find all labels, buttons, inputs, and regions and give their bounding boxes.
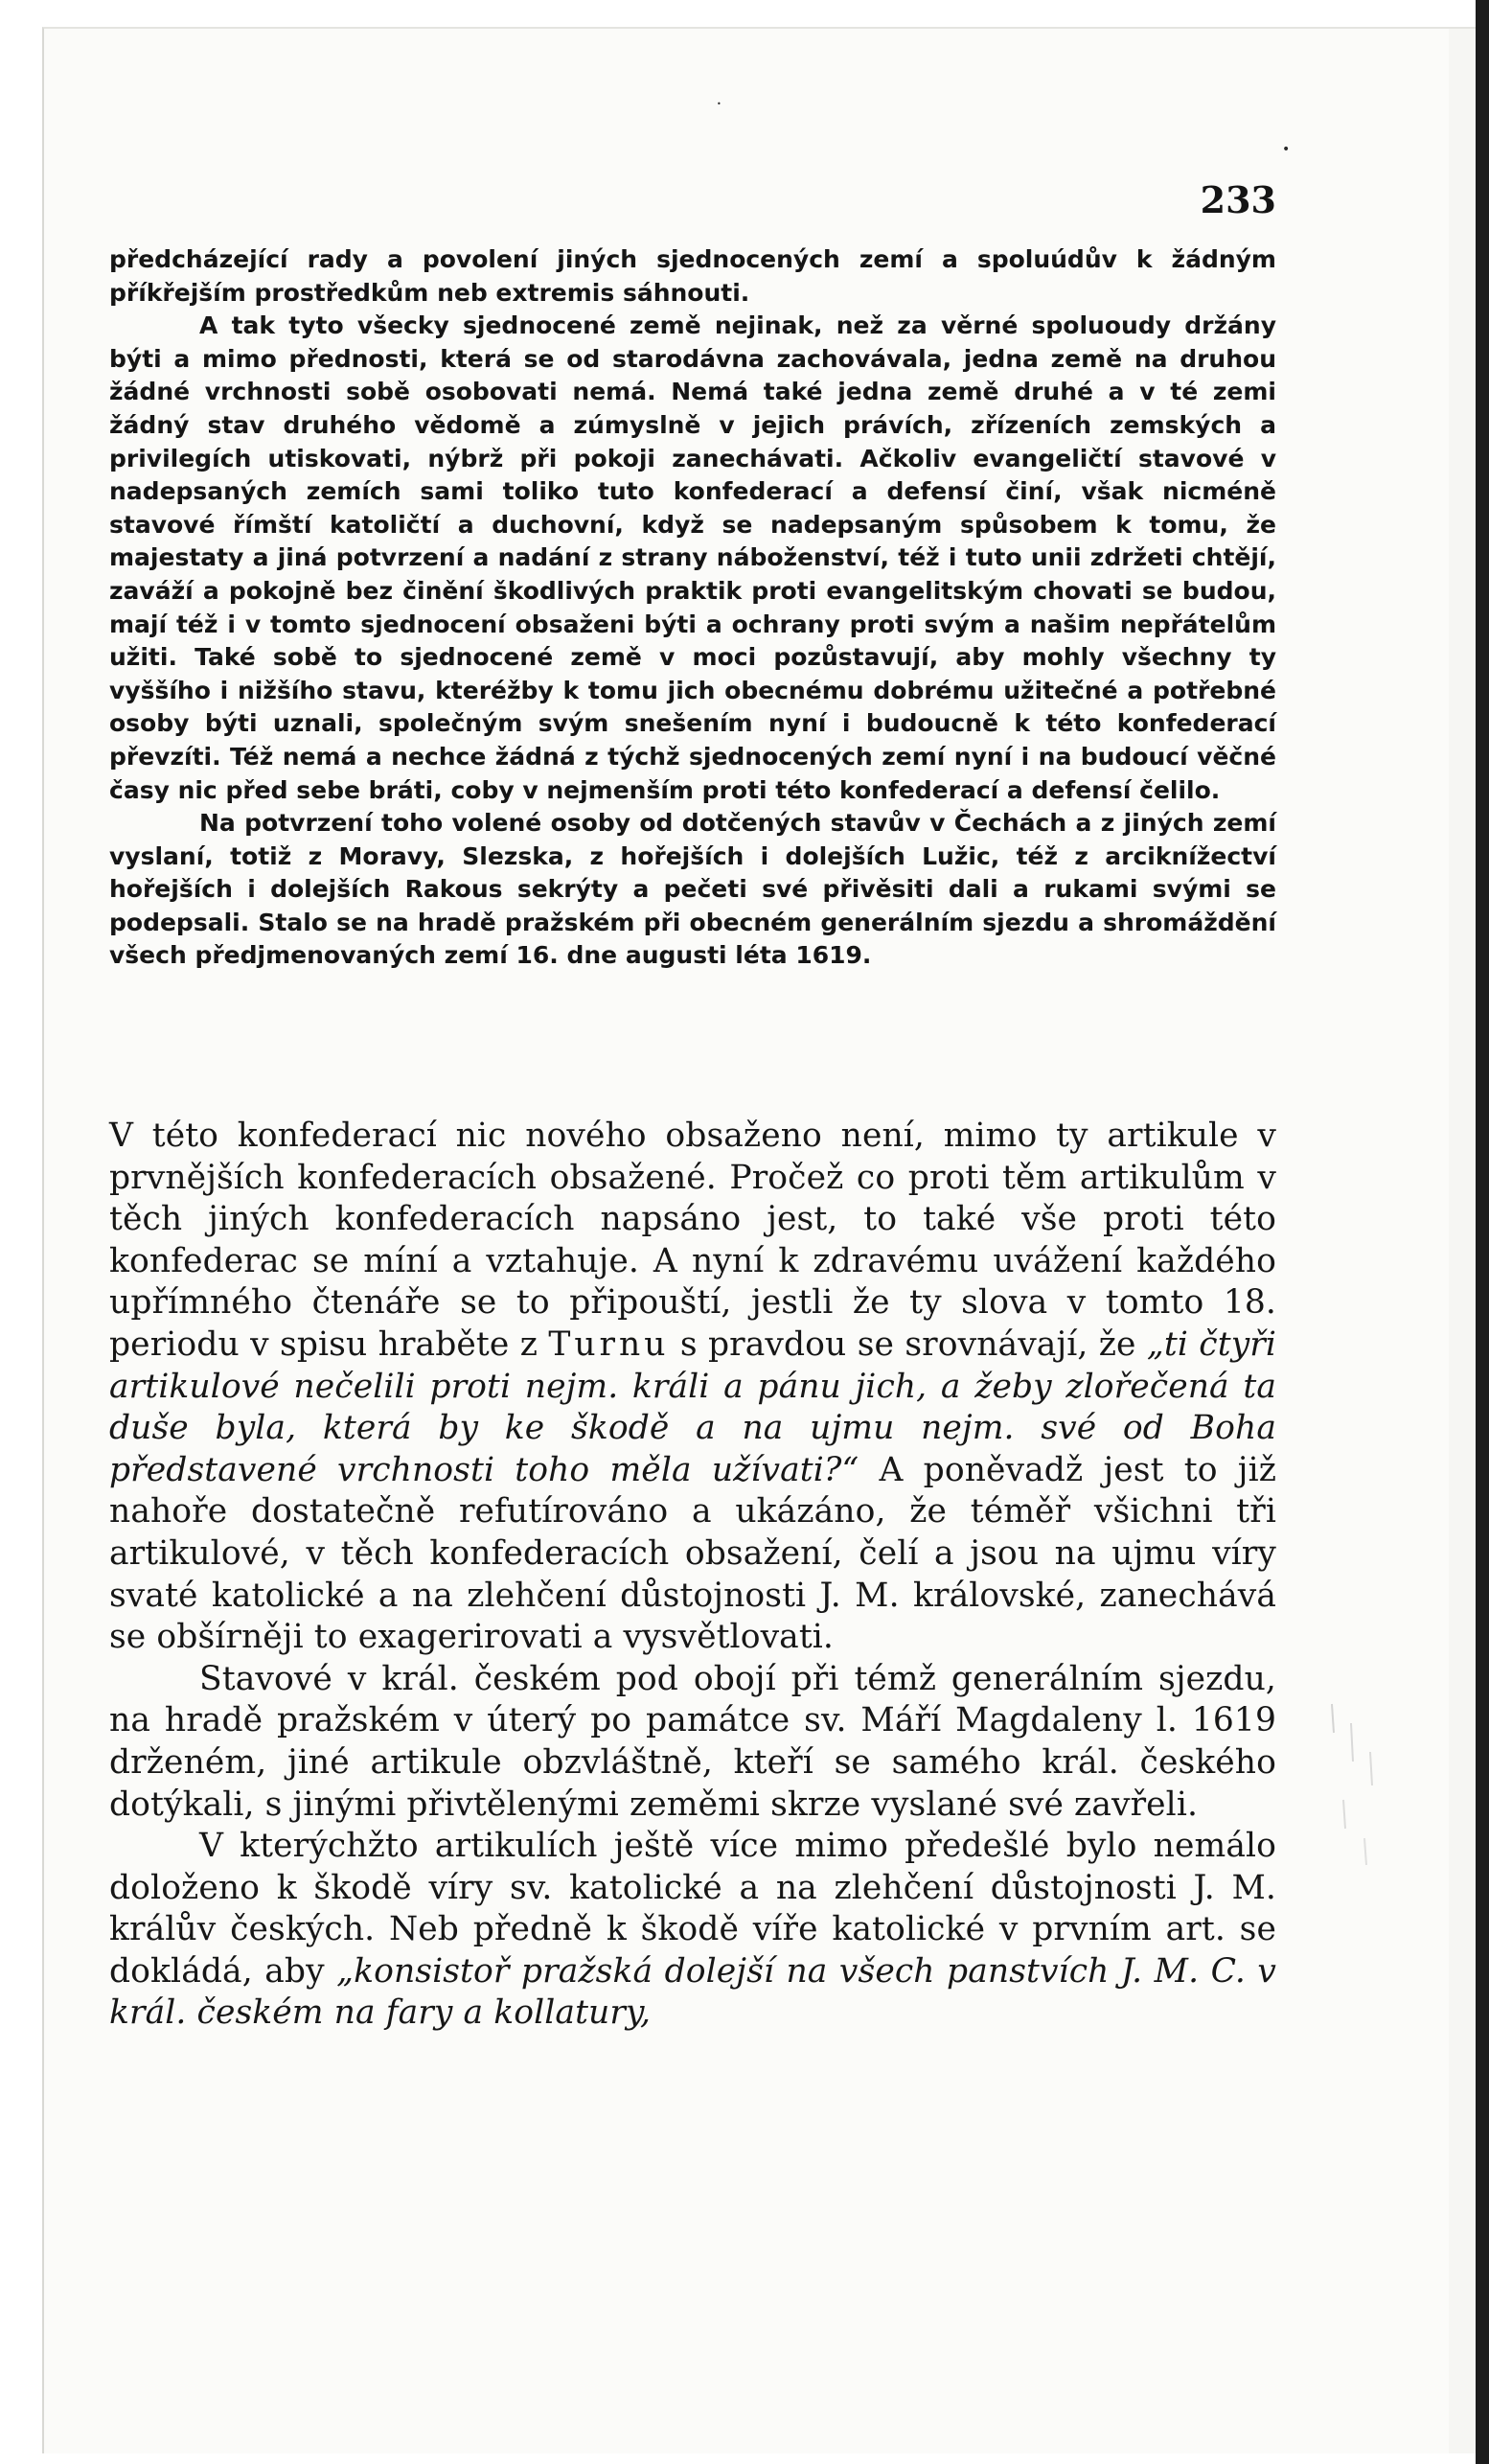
- italic-quotation: „konsistoř pražská dolejší na všech panstvích J. M. C. v král. českém na fary a kollatury,: [109, 1951, 1276, 2033]
- quoted-paragraph: A tak tyto všecky sjednocené země nejinak, než za věrné spoluoudy držány býti a mimo přednosti, která se od starodávna zachovávala, jedna země na druhou žádné vrchnosti sobě osobovati nemá. Nemá také jedna země druhé a v té zemi žádný stav druhého vědomě a zúmyslně v jejich právích, zřízeních zemských a privilegích utiskovati, nýbrž při pokoji zanechávati. Ačkoliv evangeličtí stavové v nadepsaných zemích sami toliko tuto konfederací a defensí činí, však nicméně stavové římští katoličtí a duchovní, když se nadepsaným spůsobem k tomu, že majestaty a jiná potvrzení a nadání z strany náboženství, též i tuto unii zdržeti chtějí, zaváží a pokojně bez činění škodlivých praktik proti evangelitským chovati se budou, mají též i v tomto sjednocení obsaženi býti a ochrany proti svým a našim nepřátelům užiti. Také sobě to sjednocené země v moci pozůstavují, aby mohly všechny ty vyššího i nižšího stavu, kteréžby k tomu jich obecnému dobrému užitečné a potřebné osoby býti uznali, společným svým snešením nyní i budoucně k této konfederací převzíti. Též nemá a nechce žádná z týchž sjednocených zemí nyní i na budoucí věčné časy nic před sebe bráti, coby v nejmenším proti této konfederací a defensí čelilo.: [109, 311, 1276, 804]
- italic-quotation: „ti čtyři artikulové nečelili proti nejm. králi a pánu jich, a žeby zlořečená ta duše byla, která by ke škodě a na ujmu nejm. své od Boha představené vrchnosti toho měla užívati?“: [109, 1324, 1277, 1489]
- margin-bleed-through: [1322, 1694, 1399, 1886]
- page-number: 233: [1200, 178, 1276, 221]
- text-run: s pravdou se srovnávají, že: [669, 1324, 1147, 1364]
- page-edge-shadow: [1476, 0, 1489, 2464]
- commentary-paragraph: [109, 1826, 1276, 2035]
- spaced-name: Turnu: [548, 1324, 670, 1364]
- quoted-document-text: [109, 243, 1276, 973]
- commentary-paragraph: [109, 1116, 1276, 1659]
- text-run: V této konfederací nic nového obsaženo není, mimo ty artikule v prvnějších konfederacích obsažené. Pročež co proti těm artikulům v těch jiných konfederacích napsáno jest, to také vše proti této konfederac se míní a vztahuje. A nyní k zdravému uvážení každého upřímného čtenáře se to připouští, jestli že ty slova v tomto 18. periodu v spisu hraběte z: [109, 1117, 1276, 1364]
- quoted-paragraph: Na potvrzení toho volené osoby od dotčených stavův v Čechách a z jiných zemí vyslaní, totiž z Moravy, Slezska, z hořejších i dolejších Lužic, též z arciknížectví hořejších i dolejších Rakous sekrýty a pečeti své přivěsiti dali a rukami svými se podepsali. Stalo se na hradě pražském při obecném generálním sjezdu a shromáždění všech předjmenovaných zemí 16. dne augusti léta 1619.: [109, 809, 1276, 970]
- commentary-text: [109, 1116, 1276, 2035]
- print-speck: •: [717, 100, 722, 108]
- quoted-paragraph: předcházející rady a povolení jiných sjednocených zemí a spoluúdův k žádným příkřejším prostředkům neb extremis sáhnouti.: [109, 245, 1276, 307]
- bleed-marks: [1322, 1694, 1399, 1886]
- print-speck: •: [1282, 142, 1291, 157]
- text-run: V kterýchžto artikulích ještě více mimo předešlé bylo nemálo doloženo k škodě víry sv. katolické a na zlehčení důstojnosti J. M. králův českých. Neb předně k škodě víře katolické v prvním art. se dokládá, aby: [109, 1827, 1276, 1991]
- text-run: A poněvadž jest to již nahoře dostatečně refutírováno a ukázáno, že téměř všichni tři artikulové, v těch konfederacích obsažení, čelí a jsou na ujmu víry svaté katolické a na zlehčení důstojnosti J. M. královské, zanechává se obšírněji to exagerirovati a vysvětlovati.: [109, 1450, 1276, 1657]
- commentary-paragraph: Stavové v král. českém pod obojí při témž generálním sjezdu, na hradě pražském v úterý po památce sv. Máří Magdaleny l. 1619 drženém, jiné artikule obzvláštně, kteří se samého král. českého dotýkali, s jinými přivtělenými zeměmi skrze vyslané své zavřeli.: [109, 1659, 1276, 1824]
